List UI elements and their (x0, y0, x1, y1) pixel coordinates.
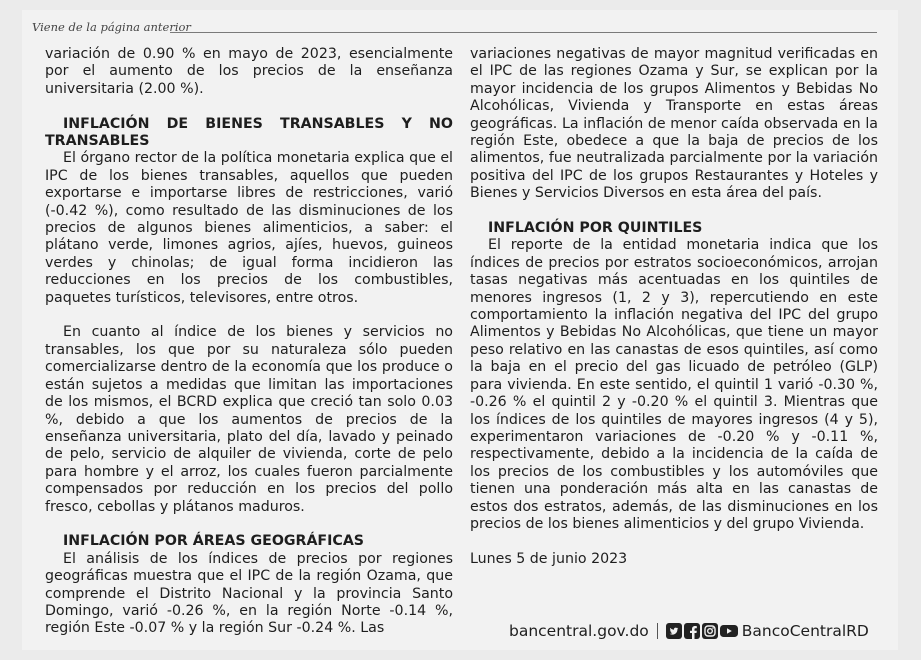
instagram-icon[interactable] (702, 623, 718, 639)
paragraph-transables: El órgano rector de la política monetaria explica que el IPC de los bienes transables, aquellos que pueden exportarse e importarse libres de restricciones, varió (-0.42 %), como resultado de las disminuciones de los precios de algunos bienes alimenticios, a saber: el plátano verde, limones agrios, ajíes, huevos, guineos verdes y chinolas; de igual forma incidieron las reducciones en los precios de los combustibles, paquetes turísticos, televisores, entre otros. (45, 150, 453, 306)
social-handle[interactable]: BancoCentralRD (741, 622, 869, 640)
header-rule (170, 32, 877, 33)
footer (509, 620, 869, 642)
paragraph-quintiles: El reporte de la entidad monetaria indica que los índices de precios por estratos socioeconómicos, arrojan tasas negativas más acentuadas en los quintiles de menores ingresos (1, 2 y 3), repercutiendo en este comportamiento la inflación negativa del IPC del grupo Alimentos y Bebidas No Alcohólicas, que tiene un mayor peso relativo en las canastas de esos quintiles, así como la baja en el precio del gas licuado de petróleo (GLP) para vivienda. En este sentido, el quintil 1 varió -0.30 %, -0.26 % el quintil 2 y -0.20 % el quintil 3. Mientras que los índices de los quintiles de mayores ingresos (4 y 5), experimentaron variaciones de -0.20 % y -0.11 %, respectivamente, debido a la incidencia de la caída de los precios de los combustibles y los automóviles que tienen una ponderación más alta en las canastas de estos dos estratos, además, de las disminuciones en los precios de los bienes alimenticios y del grupo Vivienda. (470, 237, 878, 532)
continued-note: Viene de la página anterior (32, 20, 191, 34)
section-heading-transables: INFLACIÓN DE BIENES TRANSABLES Y NO TRANSABLES (45, 115, 453, 150)
page-header (32, 20, 877, 38)
website-link[interactable]: bancentral.gov.do (509, 622, 649, 640)
twitter-icon[interactable] (666, 623, 682, 639)
footer-divider (657, 623, 658, 639)
date-line: Lunes 5 de junio 2023 (470, 550, 628, 567)
paragraph-areas: El análisis de los índices de precios por regiones geográficas muestra que el IPC de la región Ozama, que comprende el Distrito Nacional y la provincia Santo Domingo, varió -0.26 %, en la región Norte -0.14 %, región Este -0.07 % y la región Sur -0.24 %. Las (45, 550, 453, 637)
paragraph-no-transables: En cuanto al índice de los bienes y servicios no transables, los que por su naturaleza sólo pueden comercializarse dentro de la economía que los produce o están sujetos a medidas que limitan las importaciones de los mismos, el BCRD explica que creció tan solo 0.03 %, debido a que los aumentos de precios de la enseñanza universitaria, plato del día, lavado y peinado de pelo, servicio de alquiler de vivienda, corte de pelo para hombre y el arroz, los cuales fueron parcialmente compensados por reducción en los precios del pollo fresco, cebollas y plátanos maduros. (45, 324, 453, 515)
left-column (45, 46, 453, 638)
section-heading-areas: INFLACIÓN POR ÁREAS GEOGRÁFICAS (63, 533, 365, 550)
social-icons (666, 623, 738, 639)
section-heading-quintiles: INFLACIÓN POR QUINTILES (488, 220, 703, 237)
youtube-icon[interactable] (720, 623, 738, 639)
paragraph-regiones: variaciones negativas de mayor magnitud verificadas en el IPC de las regiones Ozama y Sur, se explican por la mayor incidencia de los grupos Alimentos y Bebidas No Alcohólicas, Vivienda y Transporte en estas áreas geográficas. La inflación de menor caída observada en la región Este, obedece a que la baja de precios de los alimentos, fue neutralizada parcialmente por la variación positiva del IPC de los grupos Restaurantes y Hoteles y Bienes y Servicios Diversos en esta área del país. (470, 46, 878, 202)
intro-paragraph: variación de 0.90 % en mayo de 2023, esencialmente por el aumento de los precios de la enseñanza universitaria (2.00 %). (45, 46, 453, 97)
facebook-icon[interactable] (684, 623, 700, 639)
right-column (470, 46, 878, 568)
